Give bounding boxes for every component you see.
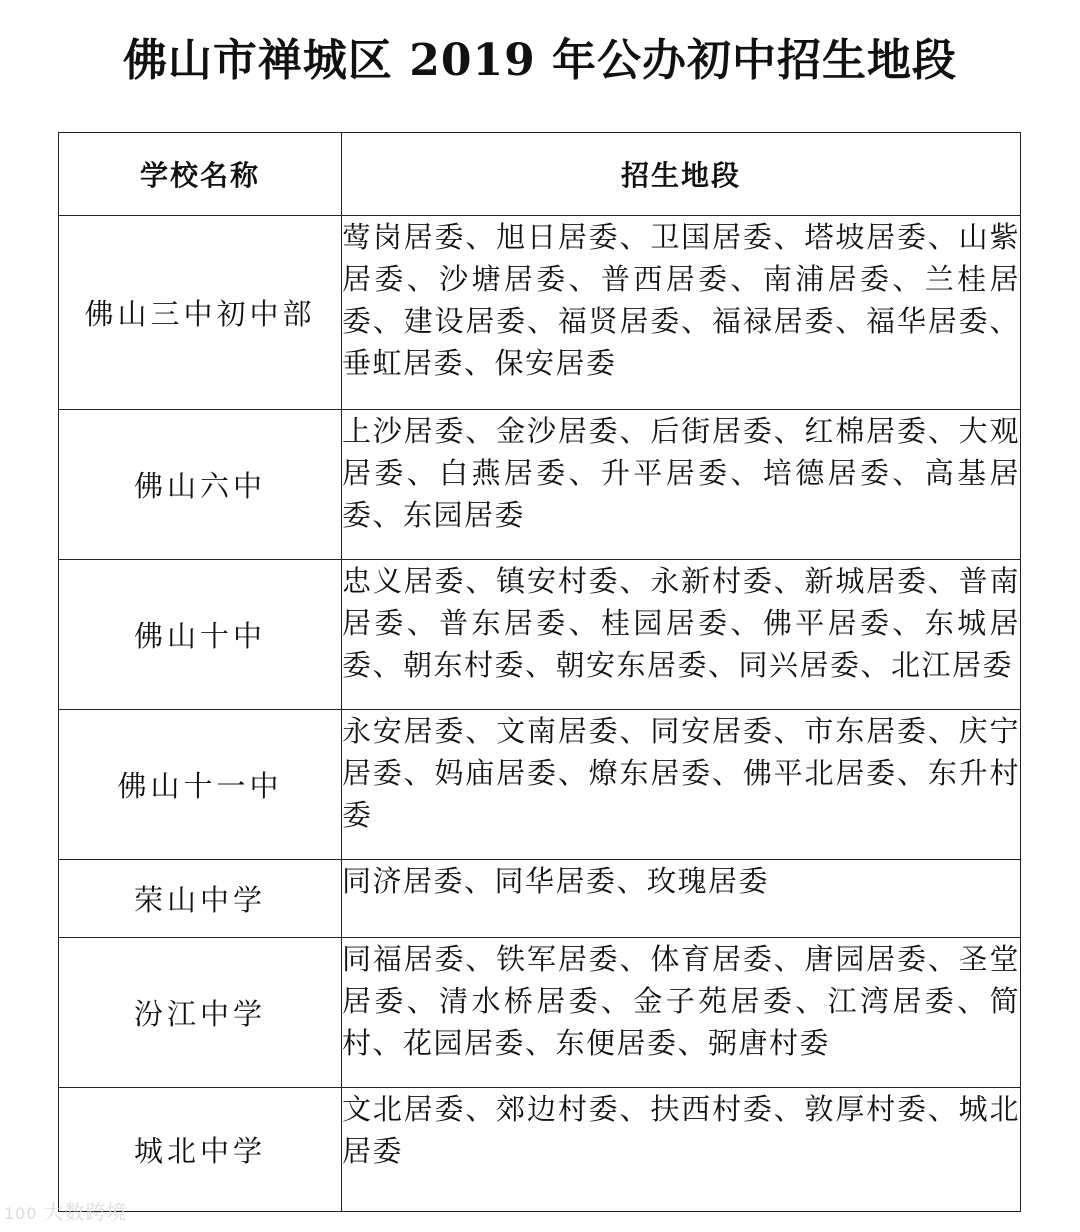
header-school-name: 学校名称 (59, 133, 342, 216)
table-row (59, 710, 1021, 860)
enrollment-zone-cell: 上沙居委、金沙居委、后街居委、红棉居委、大观居委、白燕居委、升平居委、培德居委、高基居委、东园居委 (342, 410, 1021, 560)
enrollment-zone-cell: 文北居委、郊边村委、扶西村委、敦厚村委、城北居委 (342, 1088, 1021, 1212)
watermark-logo-icon: 100 (4, 1204, 38, 1223)
enrollment-zone-cell: 同济居委、同华居委、玫瑰居委 (342, 860, 1021, 938)
table-header-row (59, 133, 1021, 216)
table-row (59, 938, 1021, 1088)
school-name-cell: 佛山十中 (59, 560, 342, 710)
table-row (59, 216, 1021, 410)
school-name-cell: 城北中学 (59, 1088, 342, 1212)
school-name-cell: 佛山六中 (59, 410, 342, 560)
table-row (59, 860, 1021, 938)
table-row (59, 1088, 1021, 1212)
enrollment-zone-table (58, 132, 1021, 1212)
enrollment-zone-cell: 永安居委、文南居委、同安居委、市东居委、庆宁居委、妈庙居委、燎东居委、佛平北居委、东升村委 (342, 710, 1021, 860)
table-row (59, 560, 1021, 710)
page-title: 佛山市禅城区 2019 年公办初中招生地段 (122, 35, 958, 86)
enrollment-zone-cell: 忠义居委、镇安村委、永新村委、新城居委、普南居委、普东居委、桂园居委、佛平居委、东城居委、朝东村委、朝安东居委、同兴居委、北江居委 (342, 560, 1021, 710)
watermark-text: 大数跨境 (43, 1200, 128, 1224)
school-name-cell: 佛山三中初中部 (59, 216, 342, 410)
enrollment-zone-cell: 同福居委、铁军居委、体育居委、唐园居委、圣堂居委、清水桥居委、金子苑居委、江湾居委、简村、花园居委、东便居委、弼唐村委 (342, 938, 1021, 1088)
school-name-cell: 佛山十一中 (59, 710, 342, 860)
school-name-cell: 荣山中学 (59, 860, 342, 938)
table-row (59, 410, 1021, 560)
watermark (4, 1196, 128, 1225)
school-name-cell: 汾江中学 (59, 938, 342, 1088)
enrollment-zone-cell: 莺岗居委、旭日居委、卫国居委、塔坡居委、山紫居委、沙塘居委、普西居委、南浦居委、兰桂居委、建设居委、福贤居委、福禄居委、福华居委、垂虹居委、保安居委 (342, 216, 1021, 410)
header-enrollment-zone: 招生地段 (342, 133, 1021, 216)
